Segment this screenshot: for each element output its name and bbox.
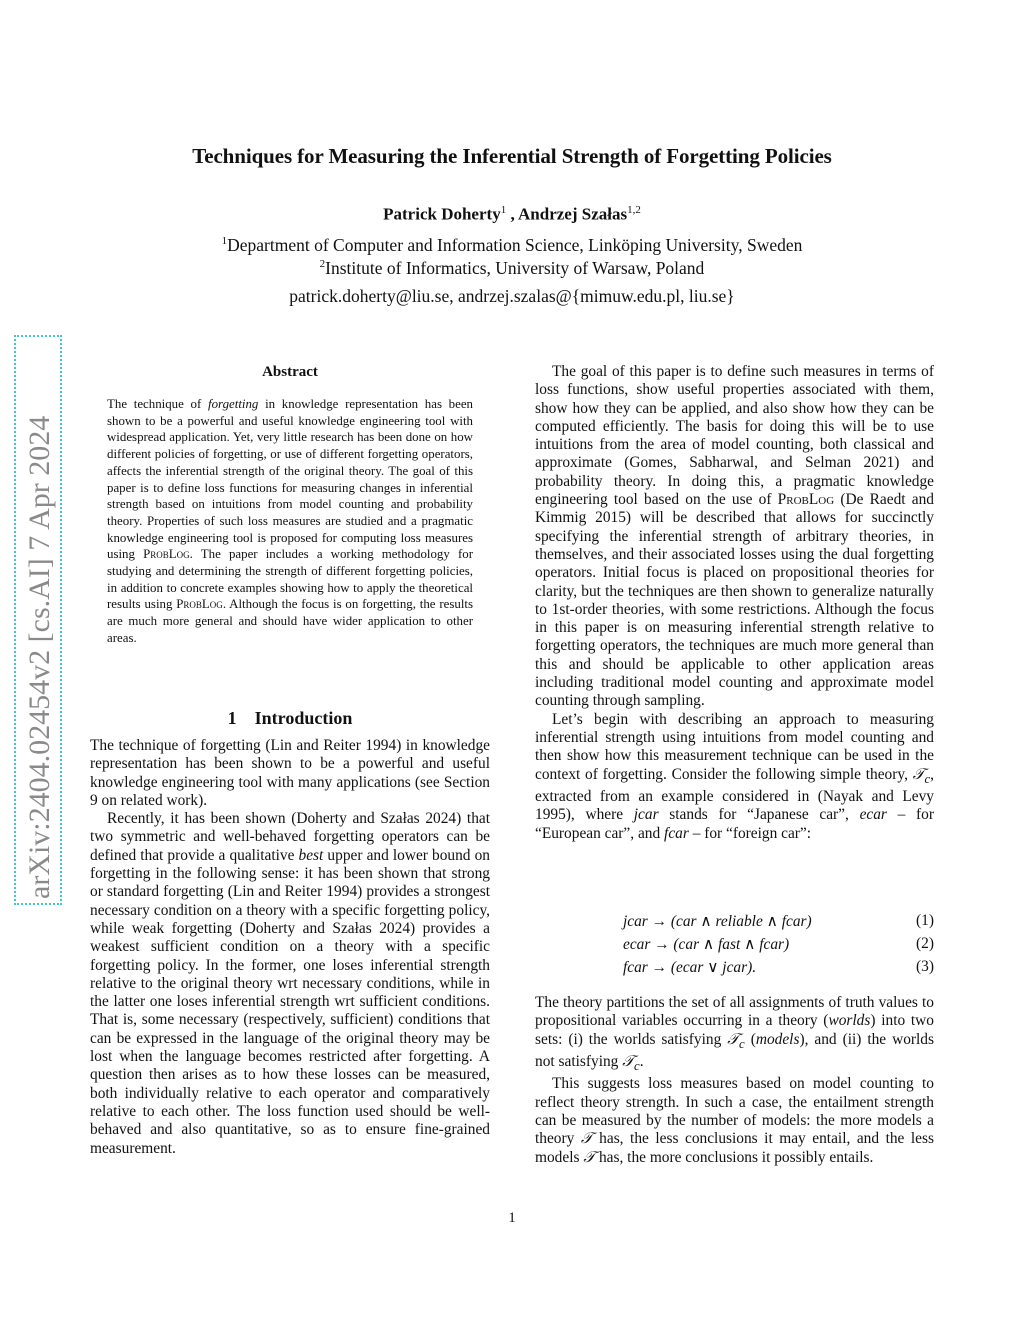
affiliation-2-text: Institute of Informatics, University of Warsaw, Poland xyxy=(325,258,705,278)
problog-name: ProbLog xyxy=(176,597,223,612)
intro-paragraph-6-text-b: has, the less conclusions it may entail, and the less models xyxy=(535,1130,934,1166)
intro-paragraph-2 xyxy=(90,810,490,1158)
emphasis-worlds: worlds xyxy=(828,1012,871,1030)
intro-paragraph-3-text-a: The goal of this paper is to define such measures in terms of loss functions, show useful properties associated with them, show how they can be applied, and also show how they can be computed efficiently. The basis for doing this will be to use intuitions from the area of model counting, both classical and approximate (Gomes, Sabharwal, and Selman 2021) and probability theory. In doing this, a pragmatic knowledge engineering tool based on the use of xyxy=(535,363,934,509)
section-heading-introduction: 1 Introduction xyxy=(227,708,353,728)
equation-3-number: (3) xyxy=(916,958,934,975)
intro-paragraph-4-text-d: – for “European car”, and xyxy=(535,806,934,842)
paper-title: Techniques for Measuring the Inferential Strength of Forgetting Policies xyxy=(192,144,832,168)
right-column-body-bottom xyxy=(535,994,934,1167)
theory-subscript: c xyxy=(924,771,931,786)
affiliation-1-text: Department of Computer and Information Science, Linköping University, Sweden xyxy=(227,235,803,255)
left-column-body xyxy=(90,737,490,1158)
intro-paragraph-3 xyxy=(535,363,934,711)
author-separator: , xyxy=(506,204,519,224)
intro-paragraph-4 xyxy=(535,711,934,843)
emphasis-models: models xyxy=(755,1030,800,1048)
intro-paragraph-5-text-b: ) into two sets: (i) the worlds satisfying xyxy=(535,1012,934,1048)
variable-fcar: fcar xyxy=(664,824,689,842)
intro-paragraph-2-text-a: Recently, it has been shown (Doherty and Szałas 2024) that two symmetric and well-behaved forgetting operators can be defined that provide a qualitative xyxy=(90,810,490,864)
equation-2-number: (2) xyxy=(916,935,934,952)
intro-paragraph-4-text-c: stands for “Japanese car”, xyxy=(658,806,860,824)
author-doherty-affil: 1 xyxy=(500,204,507,216)
author-szalas: Andrzej Szałas xyxy=(518,204,628,224)
abstract-text-1: The technique of xyxy=(107,397,208,411)
theory-subscript: c xyxy=(739,1036,745,1051)
problog-name: ProbLog xyxy=(143,547,190,562)
page-number: 1 xyxy=(508,1210,516,1226)
intro-paragraph-6 xyxy=(535,1075,934,1166)
equation-2-expression: ecar → (car ∧ fast ∧ fcar) xyxy=(623,936,790,953)
abstract-text-3: . The paper includes a working methodology for studying and determining the strength of different forgetting policies, in addition to concrete examples showing how to apply the theoretical results using xyxy=(107,547,473,612)
theory-symbol: 𝒯 xyxy=(622,1052,635,1070)
abstract-heading: Abstract xyxy=(262,364,318,380)
author-doherty: Patrick Doherty xyxy=(383,204,501,224)
intro-paragraph-5-text-a: The theory partitions the set of all assignments of truth values to propositional variables occurring in a theory ( xyxy=(535,994,934,1030)
affiliation-2-mark: 2 xyxy=(319,258,326,271)
variable-ecar: ecar xyxy=(859,806,887,824)
intro-paragraph-4-text-a: Let’s begin with describing an approach to measuring inferential strength using intuitions from model counting and then show how this measurement technique can be used in the context of forgetting. Consider the following simple theory, xyxy=(535,710,934,783)
theory-symbol: 𝒯 xyxy=(583,1148,596,1166)
affiliation-2 xyxy=(0,258,1024,279)
equation-1-expression: jcar → (car ∧ reliable ∧ fcar) xyxy=(623,913,812,930)
intro-paragraph-5-text-c: ( xyxy=(744,1030,756,1048)
equation-3-expression: fcar → (ecar ∨ jcar). xyxy=(623,959,757,976)
equation-2 xyxy=(535,935,934,957)
arxiv-stamp: arXiv:2404.02454v2 [cs.AI] 7 Apr 2024 xyxy=(14,335,62,905)
variable-jcar: jcar xyxy=(633,806,659,824)
intro-paragraph-6-text-a: This suggests loss measures based on model counting to reflect theory strength. In such a case, the entailment strength can be measured by the number of models: the more models a theory xyxy=(535,1075,934,1148)
theory-symbol: 𝒯 xyxy=(912,765,925,783)
intro-paragraph-5-text-e: . xyxy=(639,1052,644,1070)
right-column-body-top xyxy=(535,363,934,843)
intro-paragraph-5-text-d: ), and (ii) the worlds not satisfying xyxy=(535,1030,934,1070)
intro-paragraph-6-text-c: has, the more conclusions it possibly entails. xyxy=(595,1148,874,1166)
intro-paragraph-2-text-b: upper and lower bound on forgetting in the following sense: it has been shown that strong or standard forgetting (Lin and Reiter 1994) provides a strongest necessary condition on a theory with a specific forgetting policy, while weak forgetting (Doherty and Szałas 2024) provides a weakest sufficient condition on a theory with a specific forgetting policy. In the former, one loses inferential strength relative to the original theory wrt necessary conditions, while in the latter one loses inferential strength wrt sufficient conditions. That is, some necessary (respectively, sufficient) conditions that can be expressed in the language of the original theory may be lost when the language becomes restricted after forgetting. A question then arises as to how these losses can be measured, both individually relative to each operator and comparatively relative to each other. The loss function used should be well-behaved and also quantitative, so as to ensure fine-grained measurement. xyxy=(90,846,490,1157)
theory-symbol: 𝒯 xyxy=(727,1030,740,1048)
abstract-text-2: in knowledge representation has been shown to be a powerful and useful knowledge engineering tool with widespread application. Yet, very little research has been done on how different policies of forgetting, or use of different forgetting operators, affects the inferential strength of the original theory. The goal of this paper is to define loss functions for measuring changes in inferential strength based on intuitions from model counting and probability theory. Properties of such loss measures are studied and a pragmatic knowledge engineering tool is proposed for computing loss measures using xyxy=(107,397,473,562)
author-szalas-affil: 1,2 xyxy=(627,204,641,216)
abstract-body xyxy=(107,396,473,647)
theory-symbol: 𝒯 xyxy=(580,1130,593,1148)
abstract-paragraph xyxy=(107,396,473,647)
affiliation-1-mark: 1 xyxy=(221,235,228,248)
equation-1-number: (1) xyxy=(916,912,934,929)
intro-paragraph-3-text-b: (De Raedt and Kimmig 2015) will be described that allows for succinctly specifying the inferential strength of arbitrary theories, in themselves, and their associated losses using the dual forgetting operators. Initial focus is placed on propositional theories for clarity, but the techniques are then shown to generalize naturally to 1st-order theories, with some restrictions. Although the focus in this paper is on measuring inferential strength relative to forgetting operators, the techniques are much more general than this and should be applicable to other application areas including traditional model counting and approximate model counting through sampling. xyxy=(535,491,934,710)
author-emails: patrick.doherty@liu.se, andrzej.szalas@{mimuw.edu.pl, liu.se} xyxy=(289,286,735,306)
intro-paragraph-4-text-e: – for “foreign car”: xyxy=(688,824,812,842)
intro-paragraph-1: The technique of forgetting (Lin and Reiter 1994) in knowledge representation has been shown to be a powerful and useful knowledge engineering tool with many applications (see Section 9 on related work). xyxy=(90,737,490,809)
intro-paragraph-5 xyxy=(535,994,934,1075)
abstract-text-4: . Although the focus is on forgetting, the results are much more general and should have wider application to other areas. xyxy=(107,597,473,645)
affiliation-1 xyxy=(0,235,1024,256)
abstract-emphasis: forgetting xyxy=(208,397,259,411)
intro-paragraph-4-text-b: , extracted from an example considered in (Nayak and Levy 1995), where xyxy=(535,765,934,824)
author-line xyxy=(0,204,1024,225)
equation-3 xyxy=(535,958,934,980)
equation-1 xyxy=(535,912,934,934)
theory-subscript: c xyxy=(634,1059,640,1074)
intro-emphasis-best: best xyxy=(298,846,324,864)
problog-name: ProbLog xyxy=(777,491,835,509)
